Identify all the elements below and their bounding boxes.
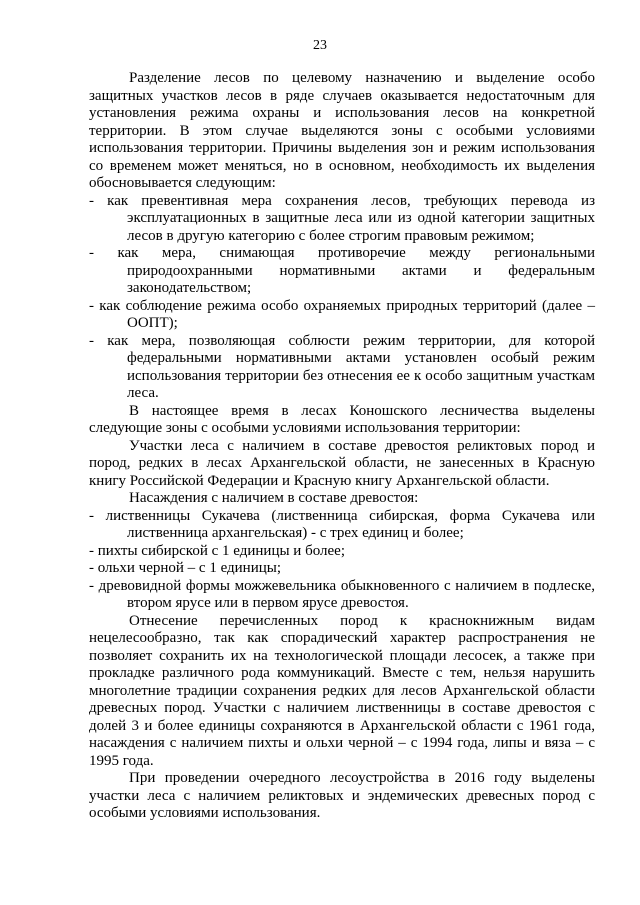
list-item-juniper	[89, 578, 595, 613]
list-item-text: - лиственницы Сукачева (лиственница сибирская, форма Сукачева или лиственница архангельская) - с трех единиц и более;	[89, 507, 595, 541]
document-body	[89, 70, 595, 823]
paragraph-stands-heading: Насаждения с наличием в составе древостоя:	[129, 490, 419, 506]
list-item-text: - как соблюдение режима особо охраняемых природных территорий (далее – ООПТ);	[89, 297, 595, 331]
paragraph-2016-inventory: При проведении очередного лесоустройства в 2016 году выделены участки леса с наличием реликтовых и эндемических древесных пород с особыми условиями использования.	[89, 770, 595, 821]
list-item-text: - как превентивная мера сохранения лесов, требующих перевода из эксплуатационных в защитные леса или из одной категории защитных лесов в другую категорию с более строгим правовым режимом;	[89, 192, 595, 244]
list-item-contradiction-measure	[89, 245, 595, 298]
list-item-alder	[89, 560, 595, 578]
list-item-fir	[89, 543, 595, 561]
list-item-special-regime	[89, 333, 595, 403]
list-item-preventive-measure	[89, 193, 595, 246]
paragraph-zone-intro: Разделение лесов по целевому назначению и выделение особо защитных участков лесов в ряде случаев оказывается недостаточным для установления режима охраны и использования лесов на конкретной территории. В этом случае выделяются зоны с особыми условиями использования территории. Причины выделения зон и режим использования со временем может меняться, но в основном, необходимость их выделения обосновывается следующим:	[89, 70, 595, 191]
list-item-larch	[89, 508, 595, 543]
list-item-text: - ольхи черной – с 1 единицы;	[89, 560, 282, 576]
list-item-text: - древовидной формы можжевельника обыкновенного с наличием в подлеске, втором ярусе или в первом ярусе древостоя.	[89, 577, 595, 611]
list-item-text: - как мера, позволяющая соблюсти режим территории, для которой федеральными нормативными актами установлен особый режим использования территории без отнесения ее к особо защитным участкам леса.	[89, 332, 595, 401]
list-item-oopt-regime	[89, 298, 595, 333]
page-number: 23	[313, 38, 327, 53]
paragraph-relict-plots: Участки леса с наличием в составе древостоя реликтовых пород и пород, редких в лесах Архангельской области, не занесенных в Красную книгу Российской Федерации и Красную книгу Архангельской области.	[89, 437, 595, 489]
list-item-text: - пихты сибирской с 1 единицы и более;	[89, 542, 345, 559]
paragraph-red-book-reasoning: Отнесение перечисленных пород к краснокнижным видам нецелесообразно, так как спорадический характер распространения не позволяет сохранить их на технологической площади лесосек, а также при прокладке различного рода коммуникаций. Вместе с тем, нельзя нарушить многолетние традиции сохранения редких для лесов Архангельской области древесных пород. Участки с наличием лиственницы в составе древостоя с долей 3 и более единицы сохраняются в Архангельской области с 1961 года, насаждения с наличием пихты и ольхи черной – с 1994 года, липы и вяза – с 1995 года.	[89, 612, 595, 769]
paragraph-konosha-zones: В настоящее время в лесах Коношского лесничества выделены следующие зоны с особыми условиями использования территории:	[89, 402, 595, 436]
list-item-text: - как мера, снимающая противоречие между региональными природоохранными нормативными актами и федеральным законодательством;	[89, 245, 595, 296]
